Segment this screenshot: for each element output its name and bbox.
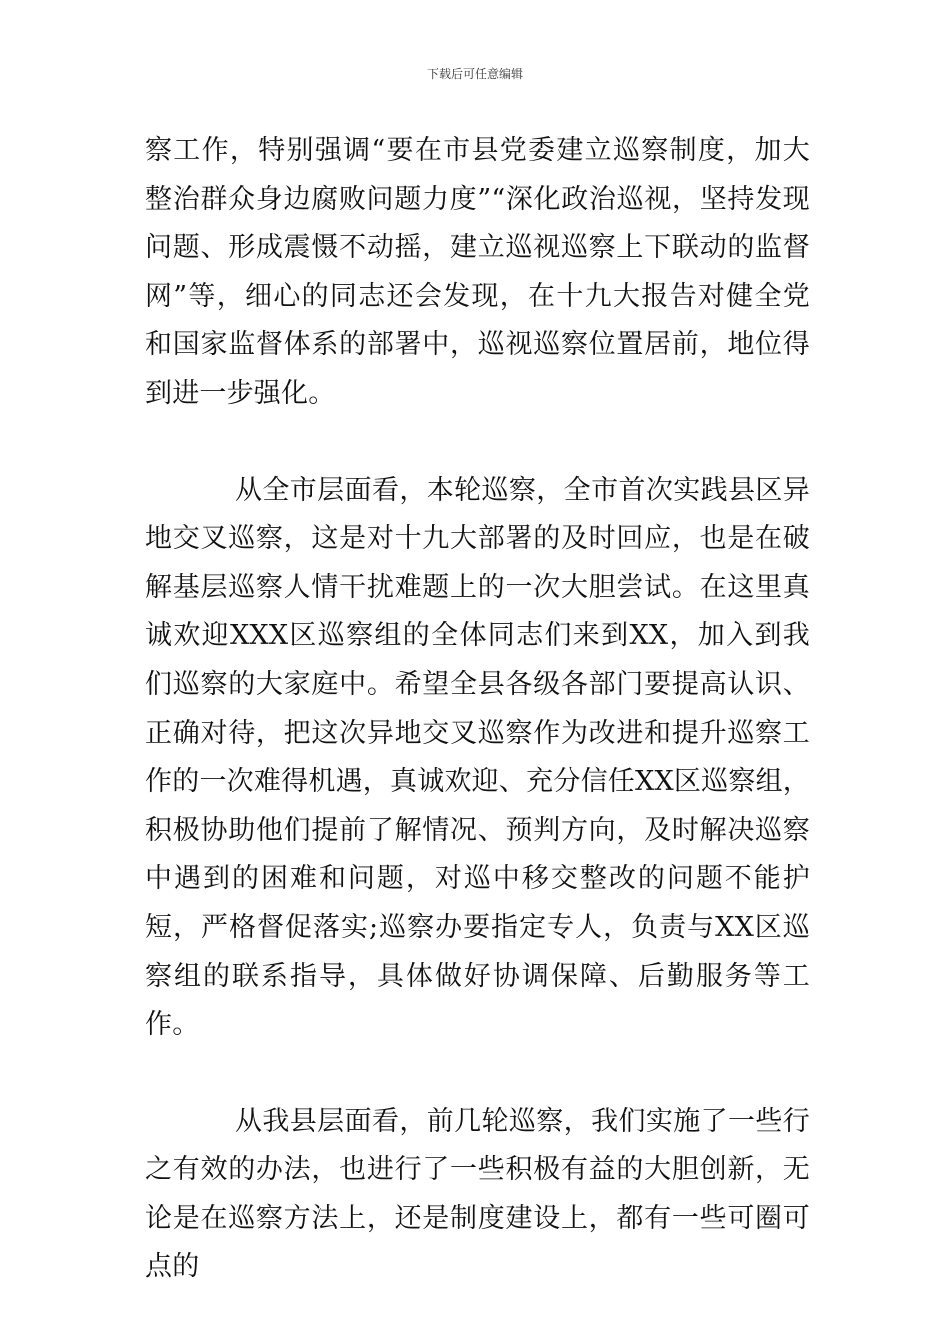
paragraph-2: 从全市层面看，本轮巡察，全市首次实践县区异地交叉巡察，这是对十九大部署的及时回应，也是在破解基层巡察人情干扰难题上的一次大胆尝试。在这里真诚欢迎XXX区巡察组的全体同志们来到XX，加入到我们巡察的大家庭中。希望全县各级各部门要提高认识、正确对待，把这次异地交叉巡察作为改进和提升巡察工作的一次难得机遇，真诚欢迎、充分信任XX区巡察组，积极协助他们提前了解情况、预判方向，及时解决巡察中遇到的困难和问题，对巡中移交整改的问题不能护短，严格督促落实;巡察办要指定专人，负责与XX区巡察组的联系指导，具体做好协调保障、后勤服务等工作。 [145,474,810,1041]
paragraph-3: 从我县层面看，前几轮巡察，我们实施了一些行之有效的办法，也进行了一些积极有益的大胆创新，无论是在巡察方法上，还是制度建设上，都有一些可圈可点的 [145,1105,810,1283]
paragraph-spacer [145,419,810,467]
page-header: 下载后可任意编辑 [426,67,523,81]
paragraph-spacer [145,1050,810,1098]
document-body [145,127,810,1292]
paragraph-1: 察工作，特别强调“要在市县党委建立巡察制度，加大整治群众身边腐败问题力度”“深化政治巡视，坚持发现问题、形成震慑不动摇，建立巡视巡察上下联动的监督网”等，细心的同志还会发现，在十九大报告对健全党和国家监督体系的部署中，巡视巡察位置居前，地位得到进一步强化。 [145,135,810,409]
